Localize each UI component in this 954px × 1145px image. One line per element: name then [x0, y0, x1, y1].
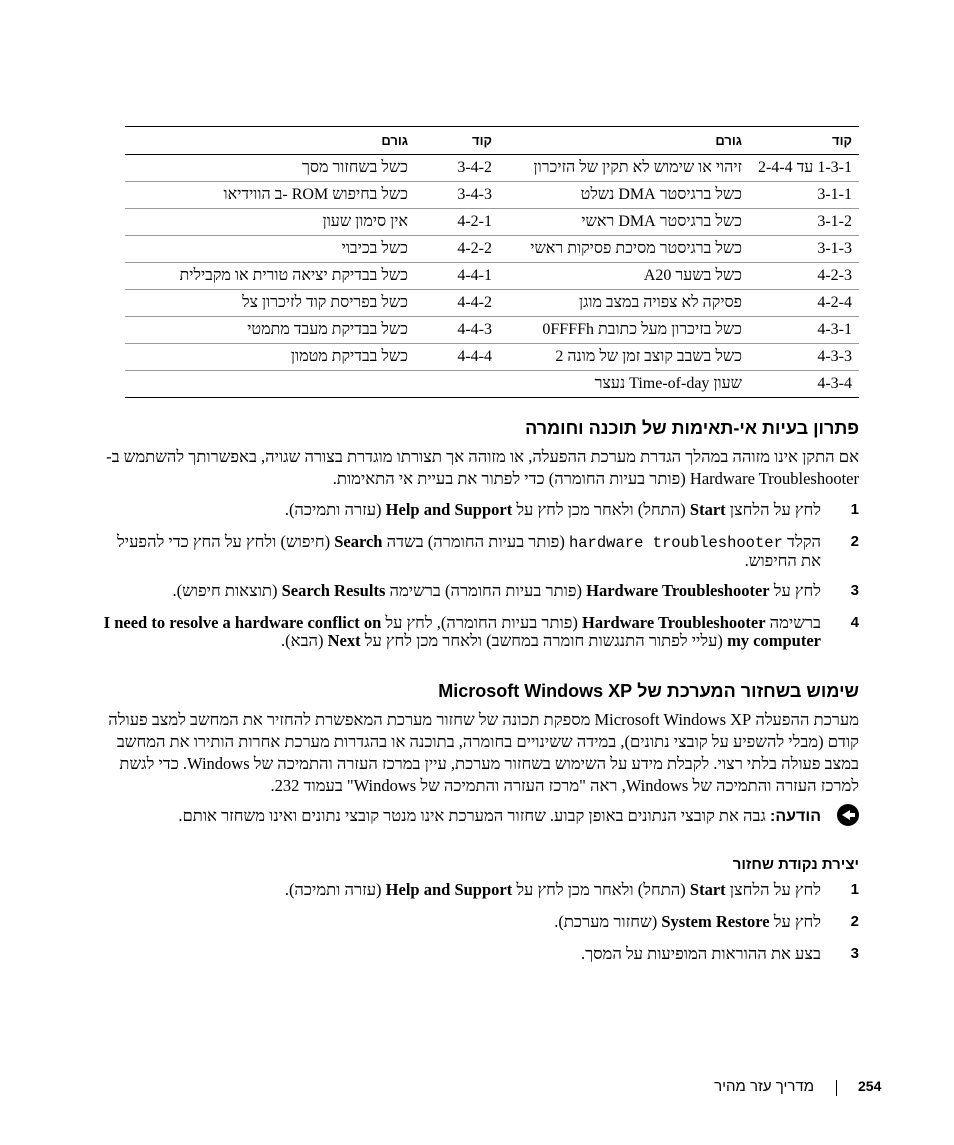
subheading-create-restore-point: יצירת נקודת שחזור: [732, 856, 859, 873]
table-row: [125, 155, 859, 182]
column-header-code-2: קוד: [408, 127, 496, 155]
table-body: [125, 155, 859, 398]
footer-title: מדריך עזר מהיר: [714, 1078, 814, 1095]
list-item: 1 לחץ על הלחצן Start (התחל) ולאחר מכן לחץ על Help and Support (עזרה ותמיכה).: [284, 880, 859, 899]
cause-cell: [125, 371, 408, 398]
section-heading-system-restore: שימוש בשחזור המערכת של Microsoft Windows XP: [438, 681, 859, 701]
step-number: 1: [850, 501, 859, 518]
code-cell: 1-3-1 עד 2-4-4: [742, 155, 859, 182]
code-cell: 3-1-2: [742, 209, 859, 236]
notice-label: הודעה:: [770, 808, 821, 825]
code-cell: 4-3-1: [742, 317, 859, 344]
cause-cell: כשל בזיכרון מעל כתובת 0FFFFh: [496, 317, 742, 344]
cause-cell: אין סימון שעון: [125, 209, 408, 236]
code-cell: 4-4-2: [408, 290, 496, 317]
cause-cell: כשל בכיבוי: [125, 236, 408, 263]
step-number: 3: [850, 582, 859, 599]
list-item: 4 ברשימה Hardware Troubleshooter (פותר בעיות החומרה), לחץ על I need to resolve a hardware conflict on my computer (עליי לפתור התנגשות חומרה במחשב) ולאחר מכן לחץ על Next (הבא).: [103, 613, 859, 650]
table-row: [125, 317, 859, 344]
section-paragraph-compatibility: אם התקן אינו מזוהה במהלך הגדרת מערכת ההפעלה, או מזוהה אך תצורתו מוגדרת בצורה שגויה, באפשרותך להשתמש ב- Hardware Troubleshooter (פותר בעיות החומרה) כדי לפתור את בעיית אי התאימות.: [106, 447, 859, 488]
cause-cell: כשל בבדיקת מטמון: [125, 344, 408, 371]
step-number: 4: [850, 614, 859, 631]
list-item: 3 לחץ על Hardware Troubleshooter (פותר בעיות החומרה) ברשימה Search Results (תוצאות חיפוש).: [172, 581, 859, 600]
table-row: [125, 209, 859, 236]
cause-cell: כשל בשחזור מסך: [125, 155, 408, 182]
cause-cell: זיהוי או שימוש לא תקין של הזיכרון: [496, 155, 742, 182]
list-item: 2 לחץ על System Restore (שחזור מערכת).: [554, 912, 859, 931]
notice-box: [95, 806, 859, 826]
column-header-code: קוד: [742, 127, 859, 155]
cause-cell: כשל בפריסת קוד לזיכרון צל: [125, 290, 408, 317]
code-cell: [408, 371, 496, 398]
cause-cell: כשל בבדיקת מעבד מתמטי: [125, 317, 408, 344]
cause-cell: כשל ברגיסטר DMA נשלט: [496, 182, 742, 209]
step-number: 2: [850, 533, 859, 550]
table-header-row: [125, 127, 859, 155]
cause-cell: כשל בבדיקת יציאה טורית או מקבילית: [125, 263, 408, 290]
cause-cell: שעון Time-of-day נעצר: [594, 375, 742, 392]
step-number: 1: [850, 881, 859, 898]
code-cell: 3-4-3: [408, 182, 496, 209]
code-cell: 3-1-3: [742, 236, 859, 263]
column-header-cause: גורם: [496, 127, 742, 155]
table-row: [125, 344, 859, 371]
code-cell: 4-3-4: [817, 375, 852, 392]
table-row: [125, 263, 859, 290]
code-cell: 4-4-3: [408, 317, 496, 344]
notice-text: גבה את קובצי הנתונים באופן קבוע. שחזור המערכת אינו מנטר קובצי נתונים ואינו משחזר אותם.: [178, 806, 771, 825]
code-cell: 4-3-3: [742, 344, 859, 371]
code-cell: 4-4-4: [408, 344, 496, 371]
cause-cell: כשל ברגיסטר מסיכת פסיקות ראשי: [496, 236, 742, 263]
notice-icon: [837, 804, 859, 826]
code-cell: 4-2-3: [742, 263, 859, 290]
table-row: [125, 371, 859, 398]
step-number: 2: [850, 913, 859, 930]
cause-cell: כשל ברגיסטר DMA ראשי: [496, 209, 742, 236]
code-cell: 4-2-4: [742, 290, 859, 317]
page-number: 254: [858, 1078, 882, 1094]
cause-cell: פסיקה לא צפויה במצב מוגן: [496, 290, 742, 317]
code-cell: 3-4-2: [408, 155, 496, 182]
code-cell: 4-4-1: [408, 263, 496, 290]
beep-code-table: [125, 126, 859, 398]
code-cell: 4-2-1: [408, 209, 496, 236]
list-item: 2 הקלד hardware troubleshooter (פותר בעיות החומרה) בשדה Search (חיפוש) ולחץ על החץ כדי להפעיל את החיפוש.: [117, 532, 859, 570]
code-cell: 4-2-2: [408, 236, 496, 263]
cause-cell: כשל בחיפוש ROM -ב הווידיאו: [125, 182, 408, 209]
step-number: 3: [850, 945, 859, 962]
section-heading-compatibility: פתרון בעיות אי-תאימות של תוכנה וחומרה: [525, 418, 859, 438]
list-item: 3 בצע את ההוראות המופיעות על המסך.: [580, 944, 859, 963]
list-item: 1 לחץ על הלחצן Start (התחל) ולאחר מכן לחץ על Help and Support (עזרה ותמיכה).: [284, 500, 859, 519]
table-row: [125, 290, 859, 317]
table-row: [125, 182, 859, 209]
column-header-cause-2: גורם: [125, 127, 408, 155]
section-paragraph-system-restore: מערכת ההפעלה Microsoft Windows XP מספקת תכונה של שחזור מערכת המאפשרת להחזיר את המחשב למצב פעולה קודם (מבלי להשפיע על קובצי נתונים), במידה ששינויים בחומרה, בתוכנה או בהגדרות מערכת אחרות הותירו את המחשב במצב פעולה בלתי רצוי. לקבלת מידע על השימוש בשחזור מערכת, עיין במרכז העזרה והתמיכה של Windows. כדי לגשת למרכז העזרה והתמיכה של Windows, ראה "מרכז העזרה והתמיכה של Windows" בעמוד 232.: [108, 710, 859, 795]
table-row: [125, 236, 859, 263]
cause-cell: כשל בשבב קוצב זמן של מונה 2: [496, 344, 742, 371]
code-cell: 3-1-1: [742, 182, 859, 209]
footer-divider: [836, 1080, 837, 1096]
cause-cell: כשל בשער A20: [496, 263, 742, 290]
